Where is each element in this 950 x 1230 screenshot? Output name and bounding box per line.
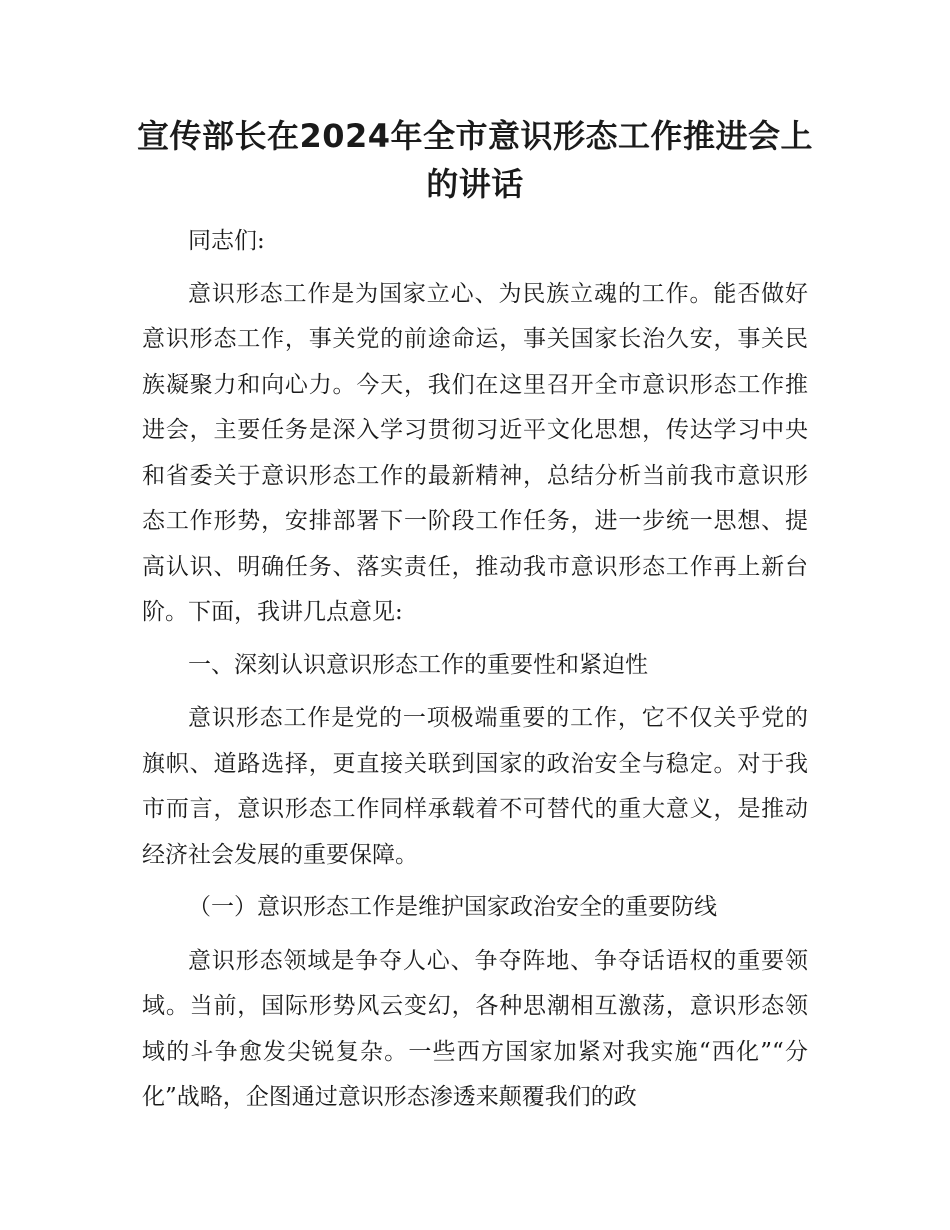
document-body bbox=[142, 219, 808, 1128]
body-paragraph: 意识形态领域是争夺人心、争夺阵地、争夺话语权的重要领域。当前，国际形势风云变幻，各种思潮相互激荡，意识形态领域的斗争愈发尖锐复杂。一些西方国家加紧对我实施“西化”“分化”战略，企图通过意识形态渗透来颠覆我们的政 bbox=[142, 947, 808, 1110]
salutation: 同志们: bbox=[188, 228, 265, 254]
section-heading: 一、深刻认识意识形态工作的重要性和紧迫性 bbox=[188, 651, 648, 678]
body-paragraph: 意识形态工作是党的一项极端重要的工作，它不仅关乎党的旗帜、道路选择，更直接关联到国家的政治安全与稳定。对于我市而言，意识形态工作同样承载着不可替代的重大意义，是推动经济社会发展的重要保障。 bbox=[142, 705, 808, 868]
subsection-heading: （一）意识形态工作是维护国家政治安全的重要防线 bbox=[188, 894, 717, 920]
document-title: 宣传部长在2024年全市意识形态工作推进会上的讲话 bbox=[136, 117, 814, 203]
body-paragraph: 意识形态工作是为国家立心、为民族立魂的工作。能否做好意识形态工作，事关党的前途命运，事关国家长治久安，事关民族凝聚力和向心力。今天，我们在这里召开全市意识形态工作推进会，主要任务是深入学习贯彻习近平文化思想，传达学习中央和省委关于意识形态工作的最新精神，总结分析当前我市意识形态工作形势，安排部署下一阶段工作任务，进一步统一思想、提高认识、明确任务、落实责任，推动我市意识形态工作再上新台阶。下面，我讲几点意见: bbox=[142, 280, 808, 625]
